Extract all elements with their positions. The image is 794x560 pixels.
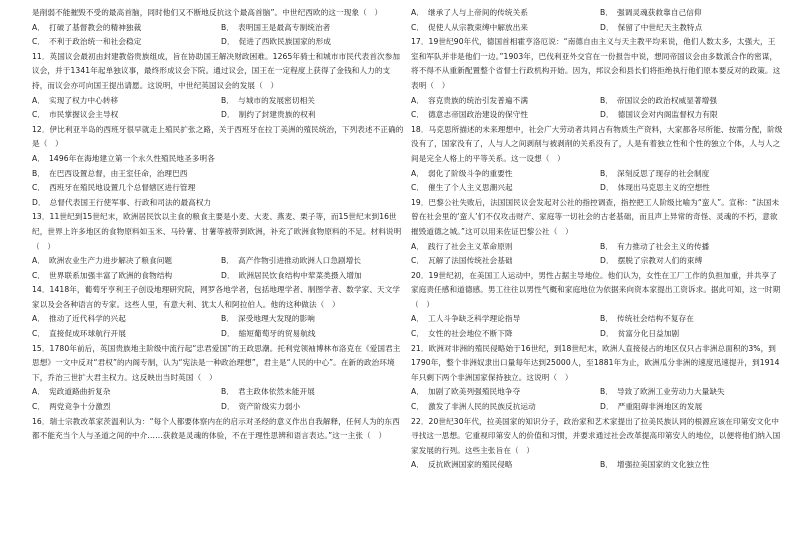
answer-option xyxy=(600,327,783,342)
option-letter: C． xyxy=(32,37,46,47)
question-stem: 16．瑞士宗教改革家茨温利认为：“每个人都要体察内在的启示对圣经的意义作出自我解释，任何人为的东西都不能充当个人与圣道之间的中介……获救是灵魂的体验，不在于理性思辨和语言表达。”这一主张（ ） xyxy=(32,416,400,441)
option-letter: B． xyxy=(221,256,235,266)
answer-option xyxy=(600,167,783,182)
option-text: 实现了权力中心转移 xyxy=(49,95,119,105)
option-letter: A． xyxy=(32,95,45,105)
option-text: 推动了近代科学的兴起 xyxy=(49,314,126,324)
question-block xyxy=(32,6,404,50)
option-letter: D． xyxy=(221,329,235,339)
answer-option xyxy=(221,21,404,36)
answer-option xyxy=(32,108,215,123)
option-text: 导致了欧洲工业劳动力大量缺失 xyxy=(617,387,725,397)
option-letter: A． xyxy=(32,314,45,324)
answer-option xyxy=(600,21,783,36)
answer-option xyxy=(600,94,783,109)
option-letter: A． xyxy=(32,256,45,266)
option-letter: D． xyxy=(600,183,614,193)
answer-option xyxy=(600,458,783,473)
question-block xyxy=(411,415,783,473)
answer-option xyxy=(600,108,783,123)
option-letter: A． xyxy=(411,168,424,178)
question-stem: 11．英国议会最初由封建教俗贵族组成，旨在协助国王解决财政困难。1265年骑士和城市市民代表首次参加议会，并于1341年起单独议事，最终形成议会下院。通过议会，国王在一定程度上获得了金钱和人力的支持，而议会亦可向国王提出请愿。这说明，中世纪英国议会的发展（ ） xyxy=(32,51,401,90)
option-text: 反抗欧洲国家的殖民侵略 xyxy=(428,460,513,470)
question-block xyxy=(411,196,783,269)
question-block xyxy=(411,342,783,415)
option-letter: C． xyxy=(32,110,46,120)
question-stem: 是削弱不能摧毁不受的最高首脑，同时他们又不断地反抗这个最高首脑”。中世纪西欧的这一现象（ ） xyxy=(32,8,383,17)
answer-option xyxy=(221,269,404,284)
question-block xyxy=(32,210,404,283)
answer-option xyxy=(411,181,594,196)
option-letter: B． xyxy=(600,95,614,105)
option-text: 打破了基督教会的精神独裁 xyxy=(49,22,142,32)
answer-option xyxy=(411,6,594,21)
option-text: 市民掌握议会主导权 xyxy=(49,110,119,120)
answer-option xyxy=(600,385,783,400)
answer-option xyxy=(411,458,594,473)
answer-options xyxy=(32,94,404,123)
option-text: 贫富分化日益加剧 xyxy=(617,329,680,339)
question-stem: 22．20世纪30年代，拉美国家的知识分子，政治家和艺术家提出了拉美民族认同的根源应该在印第安文化中寻找这一思想。它重视印第安人的价值和习惯，并要求通过社会改革提高印第安人的地位，以便将他们纳入国家发展的行列。这些主张旨在（ ） xyxy=(411,416,781,455)
answer-option xyxy=(221,312,404,327)
question-stem: 17．19世纪90年代，德国首相霍亨洛厄说：“南德自由主义与天主教平均来说，他们人数太多，太强大，王室和军队并非是他们一边。”1903年，巴伐利亚外交官在一份报告中说，想同帝国议会由多数派合作的密谋，将不得不从重新配置整个省督士行政机构开始。因为，邦议会和县长们将拒绝执行他们原本要反对的政策。这表明（ ） xyxy=(411,37,781,90)
option-text: 在巴西设置总督，由王室任命，治理巴西 xyxy=(49,168,188,178)
option-letter: B． xyxy=(221,95,235,105)
option-letter: D． xyxy=(221,402,235,412)
question-block xyxy=(411,123,783,196)
option-text: 总督代表国王行使军事、行政和司法的最高权力 xyxy=(49,197,212,207)
answer-options xyxy=(32,385,404,414)
option-letter: C． xyxy=(411,22,425,32)
answer-option xyxy=(32,35,215,50)
option-text: 帝国议会的政治权威显著增强 xyxy=(617,95,718,105)
answer-options xyxy=(411,458,783,473)
answer-option xyxy=(32,254,215,269)
option-letter: D． xyxy=(600,402,614,412)
option-letter: D． xyxy=(600,22,614,32)
answer-option xyxy=(221,327,404,342)
question-stem: 12．伊比利亚半岛的西班牙很早就走上殖民扩张之路，关于西班牙在拉丁美洲的殖民统治，下列表述不正确的是（ ） xyxy=(32,124,404,149)
option-text: 促使人从宗教束缚中解放出来 xyxy=(428,22,529,32)
option-text: 深受地理大发现的影响 xyxy=(238,314,315,324)
answer-options xyxy=(411,94,783,123)
option-letter: C． xyxy=(411,183,425,193)
right-column xyxy=(411,6,783,473)
question-block xyxy=(32,283,404,341)
option-text: 缩短葡萄牙的贸易航线 xyxy=(238,329,316,339)
answer-option xyxy=(600,400,783,415)
question-block xyxy=(32,415,404,444)
option-text: 催生了个人主义思潮兴起 xyxy=(428,183,513,193)
answer-option xyxy=(411,167,594,182)
option-text: 表明国王是最高专制统治者 xyxy=(238,22,331,32)
answer-option xyxy=(32,167,404,182)
option-text: 弱化了阶级斗争的重要性 xyxy=(428,168,513,178)
option-letter: C． xyxy=(411,110,425,120)
answer-options xyxy=(411,240,783,269)
answer-option xyxy=(411,254,594,269)
answer-option xyxy=(411,94,594,109)
option-text: 工人斗争缺乏科学理论指导 xyxy=(428,314,521,324)
answer-option xyxy=(600,254,783,269)
answer-option xyxy=(32,327,215,342)
option-text: 传统社会结构不复存在 xyxy=(617,314,694,324)
answer-option xyxy=(32,21,215,36)
answer-option xyxy=(600,6,783,21)
question-stem: 21．欧洲对非洲的殖民侵略始于16世纪，到18世纪末，欧洲人直接侵占的地区仅只占非洲总面积的3%，到1790年，整个非洲奴隶出口量每年达到25000人，至1881年为止，欧洲瓜分非洲的速度迅速提升，到1914年只剩下两个非洲国家保持独立。这说明（ ） xyxy=(411,343,780,382)
question-block xyxy=(411,6,783,35)
option-letter: C． xyxy=(32,183,46,193)
option-letter: D． xyxy=(221,37,235,47)
option-letter: B． xyxy=(600,314,614,324)
answer-option xyxy=(411,21,594,36)
option-letter: D． xyxy=(600,329,614,339)
answer-option xyxy=(221,400,404,415)
answer-options xyxy=(411,385,783,414)
answer-option xyxy=(411,108,594,123)
option-text: 继承了人与上帝间的传统关系 xyxy=(428,8,529,17)
option-text: 增强拉美国家的文化独立性 xyxy=(617,460,710,470)
answer-options xyxy=(411,312,783,341)
option-letter: B． xyxy=(221,22,235,32)
option-letter: D． xyxy=(221,270,235,280)
option-letter: A． xyxy=(411,314,424,324)
answer-option xyxy=(32,269,215,284)
answer-options xyxy=(411,6,783,35)
option-letter: A． xyxy=(411,387,424,397)
option-text: 宪政道路曲折复杂 xyxy=(49,387,111,397)
option-letter: A． xyxy=(411,95,424,105)
answer-option xyxy=(221,254,404,269)
option-letter: D． xyxy=(221,110,235,120)
option-letter: B． xyxy=(600,8,614,17)
option-text: 强调灵魂获救靠自己信仰 xyxy=(617,8,702,17)
option-text: 欧洲农业生产力进步解决了粮食问题 xyxy=(49,256,173,266)
option-text: 西班牙在殖民地设置几个总督辖区进行管理 xyxy=(49,183,196,193)
option-letter: A． xyxy=(32,387,45,397)
option-letter: A． xyxy=(411,241,424,251)
option-text: 德国议会对内阁监督权力有限 xyxy=(617,110,718,120)
left-column xyxy=(32,6,404,444)
answer-option xyxy=(32,196,404,211)
answer-option xyxy=(32,312,215,327)
option-letter: A． xyxy=(411,8,424,17)
option-text: 制约了封建贵族的权利 xyxy=(238,110,316,120)
answer-option xyxy=(411,312,594,327)
option-text: 加剧了欧美列强殖民地争夺 xyxy=(428,387,521,397)
answer-option xyxy=(411,327,594,342)
option-letter: A． xyxy=(32,153,45,163)
option-text: 严重阻碍非洲地区的发展 xyxy=(617,402,703,412)
option-letter: C． xyxy=(32,270,46,280)
option-letter: D． xyxy=(600,110,614,120)
option-letter: B． xyxy=(221,387,235,397)
answer-option xyxy=(32,400,215,415)
answer-option xyxy=(221,94,404,109)
answer-option xyxy=(411,400,594,415)
option-letter: A． xyxy=(32,22,45,32)
answer-option xyxy=(32,181,404,196)
option-text: 德意志帝国政治建设的保守性 xyxy=(428,110,529,120)
option-text: 君主政体依然未能开展 xyxy=(238,387,315,397)
option-text: 践行了社会主义革命原则 xyxy=(428,241,513,251)
option-text: 欧洲居民饮食结构中荤菜类摄入增加 xyxy=(238,270,362,280)
question-stem: 15．1780年前后，英国贵族地主阶级中流行起“忠君爱国”的王政思潮。托利党领袖博林布洛克在《爱国君主思想》一文中反对“君权”的内阁专制，认为“宪法是一种政治理想”，君主是“人民的中心”。在新的政治环境下，乔治三世扩大君主权力。这反映出当时英国（ ） xyxy=(32,343,401,382)
answer-option xyxy=(411,385,594,400)
option-text: 两党竞争十分激烈 xyxy=(49,402,111,412)
option-text: 1496年在海地建立第一个永久性殖民地圣多明各 xyxy=(49,153,215,163)
question-stem: 20．19世纪初，在美国工人运动中，男性占据主导地位。他们认为，女性在工厂工作的负担加重，并共享了家庭责任感和道德感。男工往往以男性气概和家庭地位为依据来向资本家提出工资诉求。据此可知，这一时期（ ） xyxy=(411,270,781,309)
question-block xyxy=(32,123,404,211)
option-letter: B． xyxy=(32,168,46,178)
answer-option xyxy=(600,312,783,327)
answer-option xyxy=(600,240,783,255)
option-letter: C． xyxy=(411,256,425,266)
answer-option xyxy=(221,108,404,123)
answer-option xyxy=(32,385,215,400)
option-letter: C． xyxy=(411,329,425,339)
option-text: 女性的社会地位不断下降 xyxy=(428,329,513,339)
option-text: 高产作物引进推动欧洲人口急剧增长 xyxy=(238,256,362,266)
answer-option xyxy=(32,94,215,109)
option-letter: C． xyxy=(411,402,425,412)
option-text: 直接促成环球航行开展 xyxy=(49,329,127,339)
answer-options xyxy=(32,152,404,210)
option-letter: D． xyxy=(32,197,46,207)
option-text: 保留了中世纪天主教特点 xyxy=(617,22,703,32)
question-block xyxy=(32,342,404,415)
question-block xyxy=(411,269,783,342)
option-text: 瓦解了法国传统社会基础 xyxy=(428,256,513,266)
option-text: 有力推动了社会主义的传播 xyxy=(617,241,710,251)
option-text: 促进了西欧民族国家的形成 xyxy=(238,37,331,47)
answer-options xyxy=(32,21,404,50)
answer-option xyxy=(221,385,404,400)
option-letter: B． xyxy=(600,387,614,397)
option-text: 摆脱了宗教对人们的束缚 xyxy=(617,256,703,266)
answer-options xyxy=(411,167,783,196)
option-text: 体现出马克思主义的空想性 xyxy=(617,183,710,193)
answer-option xyxy=(32,152,404,167)
option-text: 不利于政治统一和社会稳定 xyxy=(49,37,142,47)
option-letter: B． xyxy=(600,460,614,470)
option-text: 深刻反思了现存的社会制度 xyxy=(617,168,710,178)
answer-options xyxy=(32,312,404,341)
option-letter: A． xyxy=(411,460,424,470)
option-text: 容克贵族的统治引发普遍不满 xyxy=(428,95,529,105)
question-stem: 14．1418年，葡萄牙亨利王子创设地理研究院，网罗各地学者，包括地理学者、制图学者、数学家、天文学家以及会各种语言的专家。这些人里，有意大利、犹太人和阿拉伯人。他的这种做法（ ） xyxy=(32,285,401,309)
option-letter: B． xyxy=(221,314,235,324)
answer-options xyxy=(32,254,404,283)
answer-option xyxy=(411,240,594,255)
question-stem: 19．巴黎公社失败后，法国国民议会发起对公社的指控调查，指控把工人阶级比喻为“蛮人”。宣称：“法国未曾在社会里的‘蛮人’们不仅攻击财产、家庭等一切社会的古老基础，而且声上异常的奇怪、灵魂的不朽，意欲摧毁道德之城。”这可以用来佐证巴黎公社（ ） xyxy=(411,197,780,236)
option-letter: C． xyxy=(32,402,46,412)
question-stem: 18．马克思所描述的未来理想中，社会广大劳动者共同占有物质生产资料，大家都各尽所能、按需分配，阶级没有了，国家没有了，人与人之间剥削与被剥削的关系没有了，人是有着独立性和个性的独立个体，人与人之间是完全人格上的平等关系。这一设想（ ） xyxy=(411,124,783,163)
option-text: 世界联系加强丰富了欧洲的食物结构 xyxy=(49,270,173,280)
answer-option xyxy=(221,35,404,50)
question-block xyxy=(411,35,783,123)
question-block xyxy=(32,50,404,123)
answer-option xyxy=(600,181,783,196)
option-text: 与城市的发展密切相关 xyxy=(238,95,315,105)
option-letter: B． xyxy=(600,168,614,178)
option-text: 资产阶级实力弱小 xyxy=(238,402,301,412)
option-text: 激发了非洲人民的民族反抗运动 xyxy=(428,402,536,412)
option-letter: C． xyxy=(32,329,46,339)
option-letter: B． xyxy=(600,241,614,251)
option-letter: D． xyxy=(600,256,614,266)
question-stem: 13．11世纪到15世纪末，欧洲居民饮以主食的粮食主要是小麦、大麦、燕麦、栗子等，而15世纪末到16世纪，世界上许多地区的食物原料如玉米、马铃薯、甘薯等被带到欧洲，补充了欧洲食物原料的不足。材料说明（ ） xyxy=(32,212,402,251)
